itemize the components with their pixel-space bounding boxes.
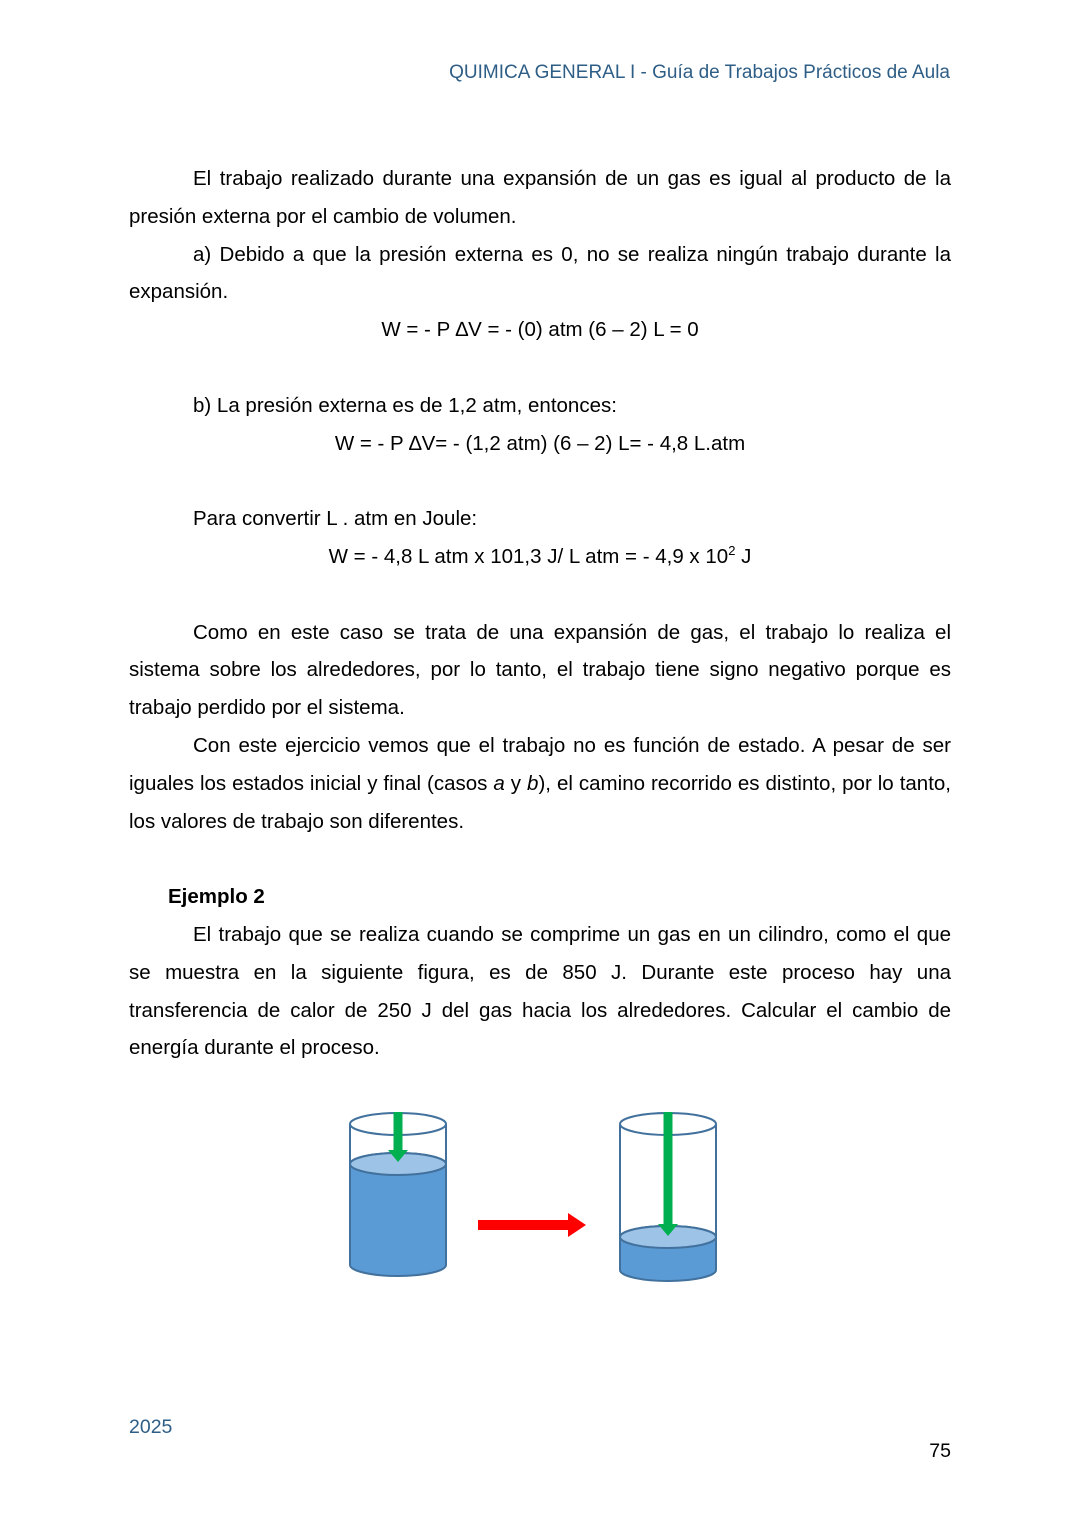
equation-joule-exponent: 2 (728, 543, 736, 559)
page-content (129, 160, 951, 1067)
equation-joule (129, 538, 951, 576)
equation-case-b: W = - P ∆V= - (1,2 atm) (6 – 2) L= - 4,8 L.atm (334, 431, 746, 455)
cylinder-initial (350, 1112, 446, 1276)
state-function-text-y: y (504, 771, 528, 795)
footer-year: 2025 (129, 1416, 173, 1438)
paragraph-state-function (129, 727, 951, 840)
paragraph-convert-joule: Para convertir L . atm en Joule: (193, 507, 478, 531)
equation-joule-main: W = - 4,8 L atm x 101,3 J/ L atm = - 4,9 x 10 (328, 544, 729, 568)
equation-case-a: W = - P ∆V = - (0) atm (6 – 2) L = 0 (381, 318, 699, 342)
paragraph-expansion-sign: Como en este caso se trata de una expansión de gas, el trabajo lo realiza el sistema sobre los alrededores, por lo tanto, el trabajo tiene signo negativo porque es trabajo perdido por el sistema. (129, 620, 951, 720)
state-function-text-1: Con este ejercicio vemos que el trabajo no es función de estado. A pesar de ser iguales los estados inicial y final (casos (129, 733, 951, 795)
state-function-text-2: ), el camino recorrido es distinto, por lo tanto, los valores de trabajo son diferentes. (129, 771, 951, 833)
case-b-label: b (527, 771, 539, 795)
page-number: 75 (929, 1440, 951, 1462)
paragraph-work-definition: El trabajo realizado durante una expansión de un gas es igual al producto de la presión externa por el cambio de volumen. (129, 167, 951, 228)
page-header: QUIMICA GENERAL I - Guía de Trabajos Prácticos de Aula (449, 62, 950, 83)
compression-figure (330, 1100, 740, 1290)
cylinder-compressed (620, 1112, 716, 1281)
process-arrow (478, 1213, 586, 1237)
paragraph-case-a: a) Debido a que la presión externa es 0, no se realiza ningún trabajo durante la expansión. (129, 242, 951, 304)
equation-joule-unit: J (735, 544, 752, 568)
paragraph-ejemplo-2: El trabajo que se realiza cuando se comprime un gas en un cilindro, como el que se muestra en la siguiente figura, es de 850 J. Durante este proceso hay una transferencia de calor de 250 J del gas hacia los alrededores. Calcular el cambio de energía durante el proceso. (129, 922, 951, 1060)
section-heading-ejemplo-2: Ejemplo 2 (168, 885, 265, 909)
paragraph-case-b: b) La presión externa es de 1,2 atm, entonces: (193, 393, 617, 417)
case-a-label: a (493, 771, 505, 795)
